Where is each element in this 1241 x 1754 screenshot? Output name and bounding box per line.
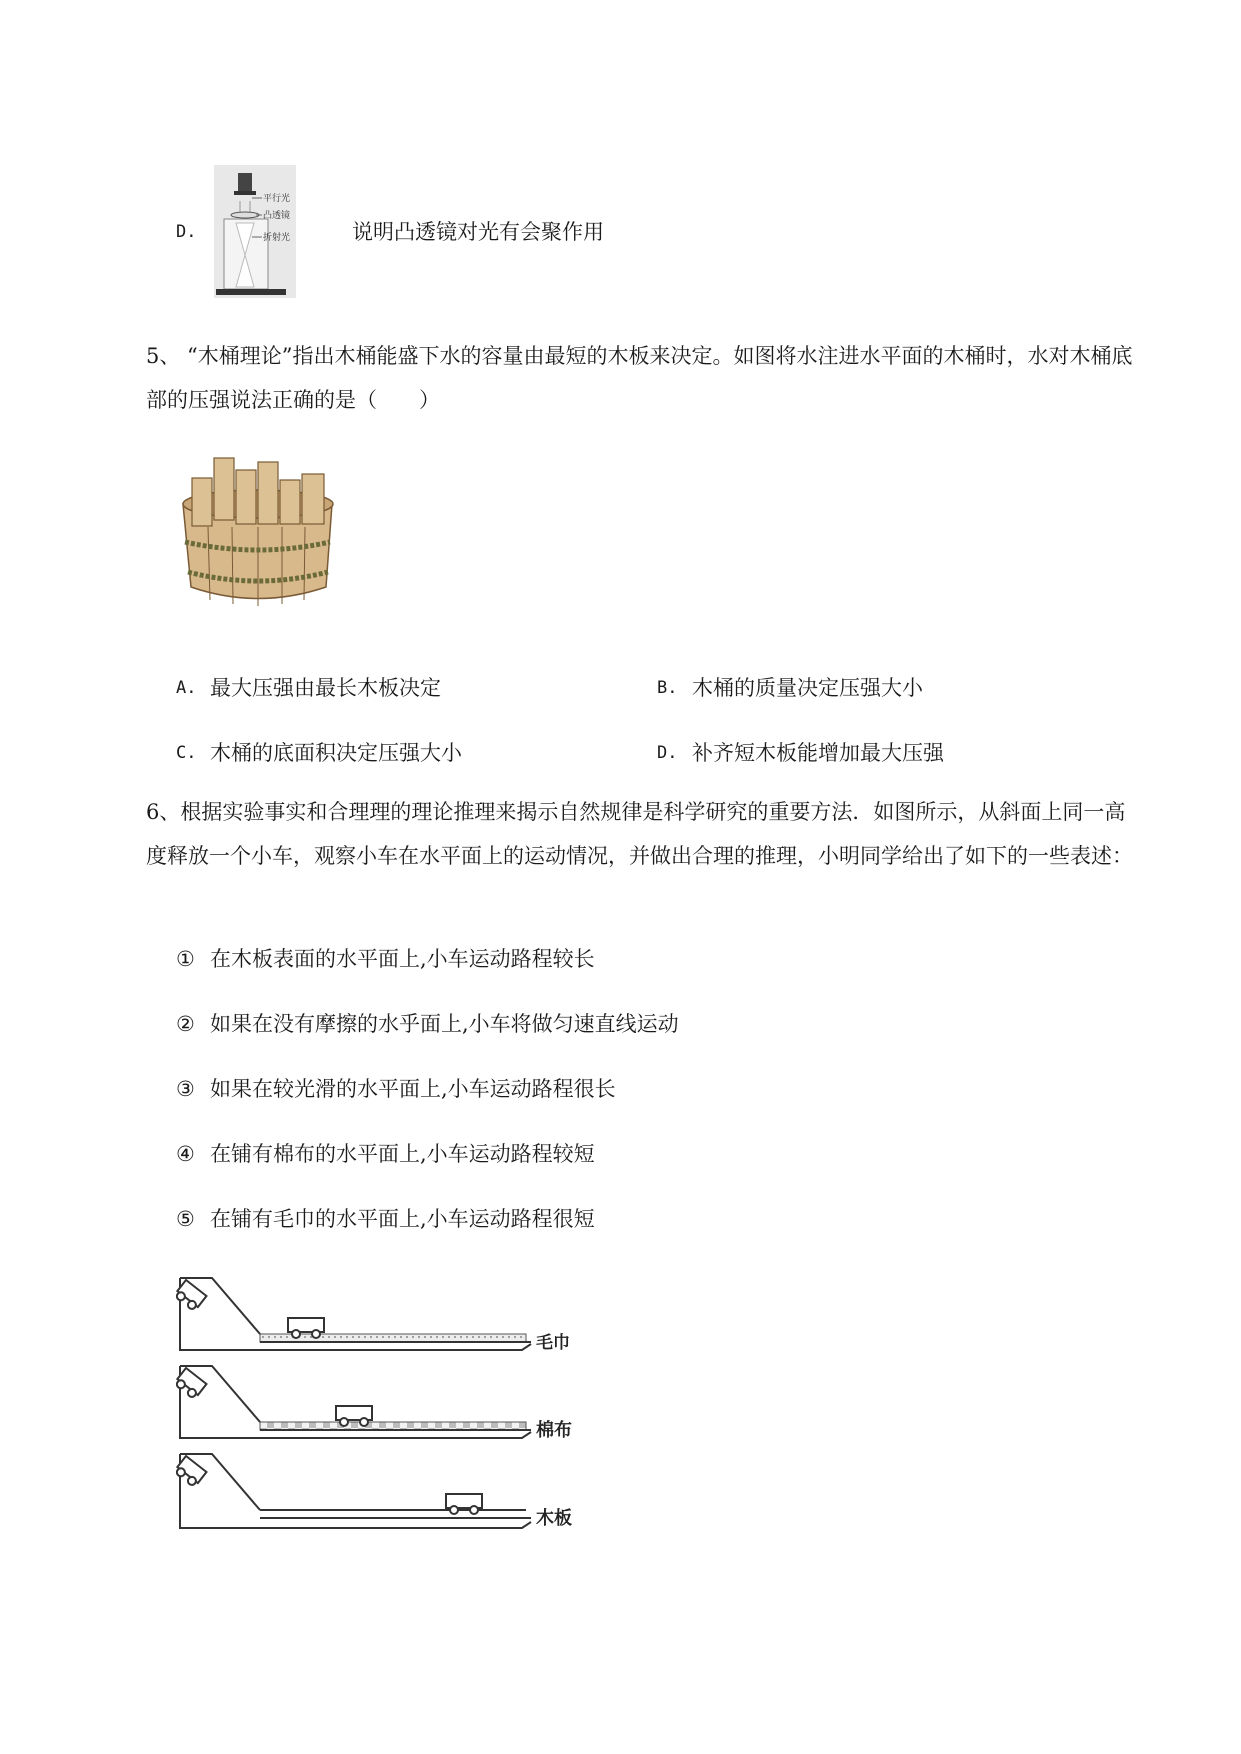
label-towel: 毛巾 bbox=[536, 1333, 570, 1353]
q6-statement-3-text: 如果在较光滑的水平面上,小车运动路程很长 bbox=[210, 1077, 616, 1101]
q5-stem: 5、 “木桶理论”指出木桶能盛下水的容量由最短的木板来决定。如图将水注进水平面的木桶时，水对木桶底部的压强说法正确的是（ ） bbox=[146, 344, 1133, 412]
q5-option-a-letter: A. bbox=[176, 678, 197, 698]
q5-option-c-text: 木桶的底面积决定压强大小 bbox=[210, 741, 462, 765]
q5-option-b-letter: B. bbox=[657, 678, 678, 698]
q6-statement-4-text: 在铺有棉布的水平面上,小车运动路程较短 bbox=[210, 1142, 595, 1166]
incline-row-cloth bbox=[176, 1366, 572, 1441]
q6-statement-3-num: ③ bbox=[176, 1077, 195, 1101]
option-d-text: 说明凸透镜对光有会聚作用 bbox=[352, 220, 604, 244]
q5-option-d-letter: D. bbox=[657, 743, 678, 763]
incline-row-towel bbox=[176, 1278, 570, 1353]
q5-option-b-text: 木桶的质量决定压强大小 bbox=[692, 676, 923, 700]
q5-option-a-text: 最大压强由最长木板决定 bbox=[210, 676, 441, 700]
incline-row-board bbox=[176, 1454, 572, 1529]
q6-statement-1-num: ① bbox=[176, 947, 195, 971]
q5-option-d-text: 补齐短木板能增加最大压强 bbox=[692, 741, 944, 765]
q6-stem: 6、根据实验事实和合理理的理论推理来揭示自然规律是科学研究的重要方法．如图所示，从斜面上同一高度释放一个小车，观察小车在水平面上的运动情况，并做出合理的推理，小明同学给出了如下的一些表述： bbox=[146, 800, 1133, 868]
option-d-letter: D. bbox=[176, 222, 197, 242]
q6-statement-5-text: 在铺有毛巾的水平面上,小车运动路程很短 bbox=[210, 1207, 595, 1231]
q5-option-c-letter: C. bbox=[176, 743, 197, 763]
fig-label-refracted-light: 折射光 bbox=[263, 233, 291, 243]
q6-statement-2-text: 如果在没有摩擦的水乎面上,小车将做匀速直线运动 bbox=[210, 1012, 679, 1036]
wooden-bucket-image bbox=[178, 452, 338, 612]
q6-statement-4-num: ④ bbox=[176, 1142, 195, 1166]
label-cloth: 棉布 bbox=[536, 1420, 572, 1441]
convex-lens-figure bbox=[214, 165, 296, 298]
incline-cart-figure bbox=[176, 1274, 596, 1544]
q6-statement-5-num: ⑤ bbox=[176, 1207, 195, 1231]
q6-statement-2-num: ② bbox=[176, 1012, 195, 1036]
q6-statement-1-text: 在木板表面的水平面上,小车运动路程较长 bbox=[210, 947, 595, 971]
fig-label-parallel-light: 平行光 bbox=[263, 194, 291, 204]
fig-label-convex-lens: 凸透镜 bbox=[263, 211, 291, 221]
label-board: 木板 bbox=[536, 1508, 572, 1529]
